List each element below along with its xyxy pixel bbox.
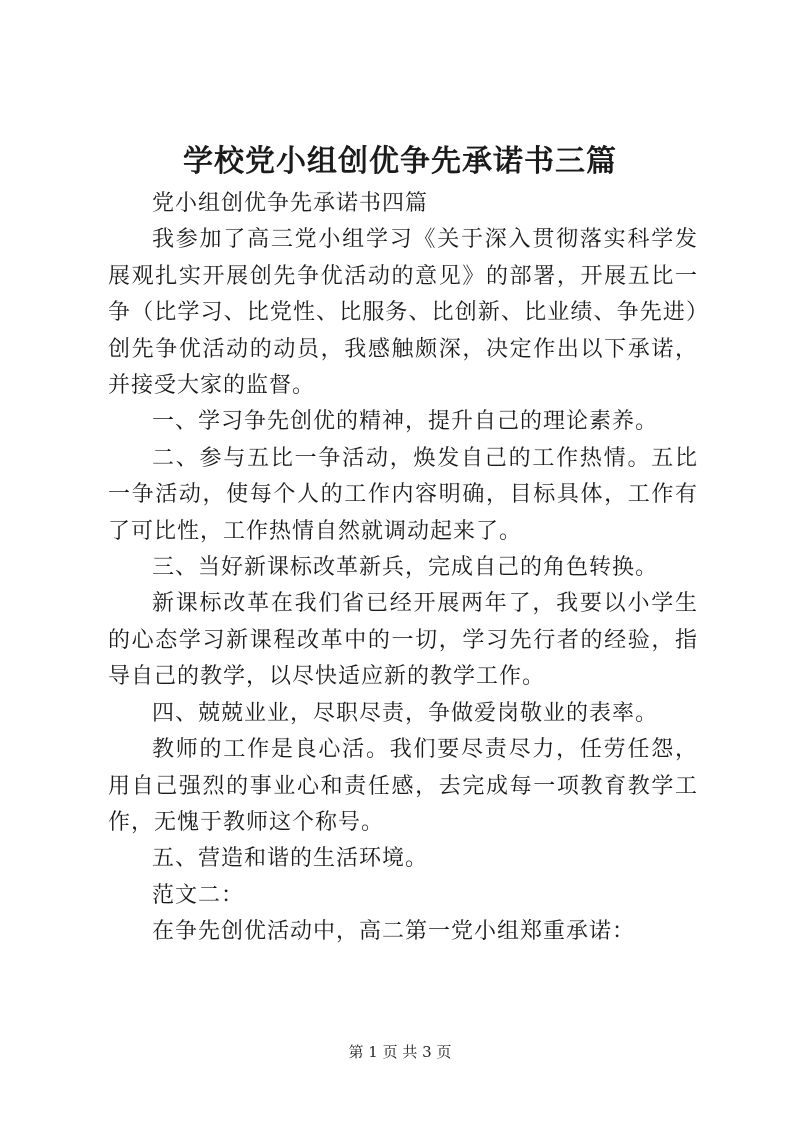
- document-body: [108, 186, 698, 951]
- paragraph-sample-intro: 在争先创优活动中，高二第一党小组郑重承诺：: [152, 919, 636, 945]
- paragraph-point-1: 一、学习争先创优的精神，提升自己的理论素养。: [152, 409, 659, 435]
- paragraph-subtitle: 党小组创优争先承诺书四篇: [152, 191, 429, 216]
- paragraph-point-4-detail: 教师的工作是良心活。我们要尽责尽力，任劳任怨，用自己强烈的事业心和责任感，去完成每一项教育教学工作，无愧于教师这个称号。: [108, 737, 698, 835]
- paragraph-point-3: 三、当好新课标改革新兵，完成自己的角色转换。: [152, 555, 659, 581]
- page-footer: 第 1 页 共 3 页: [348, 1043, 452, 1061]
- paragraph-sample-heading: 范文二：: [152, 882, 245, 908]
- paragraph-point-2: 二、参与五比一争活动，焕发自己的工作热情。五比一争活动，使每个人的工作内容明确，目标具体，工作有了可比性，工作热情自然就调动起来了。: [108, 445, 698, 544]
- document-title: 学校党小组创优争先承诺书三篇: [183, 144, 617, 179]
- paragraph-intro: 我参加了高三党小组学习《关于深入贯彻落实科学发展观扎实开展创先争优活动的意见》的部署，开展五比一争（比学习、比党性、比服务、比创新、比业绩、争先进）创先争优活动的动员，我感触颇深，决定作出以下承诺，并接受大家的监督。: [108, 227, 698, 399]
- paragraph-point-5: 五、营造和谐的生活环境。: [152, 846, 429, 872]
- paragraph-point-4: 四、兢兢业业，尽职尽责，争做爱岗敬业的表率。: [152, 700, 659, 726]
- paragraph-point-3-detail: 新课标改革在我们省已经开展两年了，我要以小学生的心态学习新课程改革中的一切，学习先行者的经验，指导自己的教学，以尽快适应新的教学工作。: [108, 591, 698, 690]
